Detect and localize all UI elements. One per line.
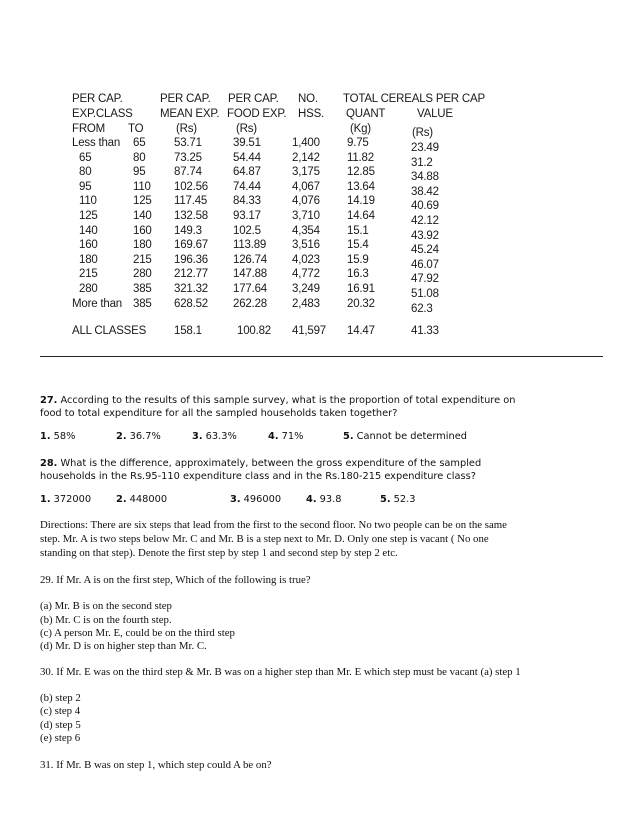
- q28-option-text: 448000: [129, 494, 168, 505]
- cell-to: 385: [133, 297, 152, 310]
- q28-option-text: 93.8: [319, 494, 342, 505]
- q28-number: 28.: [40, 458, 58, 469]
- q28-option-5: [380, 494, 416, 505]
- cell-hss: 4,354: [292, 224, 320, 237]
- q27-line1: [40, 395, 515, 406]
- q28-text-line2: households in the Rs.95-110 expenditure class and in the Rs.180-215 expenditure class?: [40, 471, 476, 482]
- cell-value: 47.92: [411, 273, 439, 286]
- q27-option-text: 36.7%: [129, 431, 161, 442]
- q30-option-c: (c) step 4: [40, 705, 81, 717]
- cell-food: 177.64: [233, 283, 267, 295]
- q28-option-3: [230, 494, 281, 505]
- q28-option-number: 4.: [306, 494, 317, 505]
- q30-option-e: (e) step 6: [40, 732, 81, 744]
- q27-option-text: Cannot be determined: [356, 431, 467, 442]
- cell-from: 280: [79, 283, 98, 295]
- q28-option-number: 1.: [40, 494, 51, 505]
- cell-hss: 4,023: [292, 253, 320, 266]
- directions-line3: standing on that step). Denote the first step by step 1 and second step by step 2 etc.: [40, 547, 398, 559]
- header-from: FROM: [72, 123, 106, 135]
- cell-food: 84.33: [233, 195, 261, 208]
- cell-from: 95: [79, 180, 92, 193]
- total-mean-exp: 158.1: [174, 325, 202, 337]
- header-value: VALUE: [417, 108, 453, 120]
- cell-value: 62.3: [411, 302, 433, 315]
- cell-hss: 3,516: [292, 239, 320, 252]
- cell-to: 65: [133, 137, 146, 149]
- cell-mean: 196.36: [174, 253, 208, 266]
- q28-option-2: [116, 494, 167, 505]
- q28-option-1: [40, 494, 91, 505]
- cell-mean: 102.56: [174, 180, 208, 193]
- header-value-unit: (Rs): [412, 127, 433, 139]
- q27-option-3: [192, 431, 237, 442]
- q28-option-text: 372000: [53, 494, 92, 505]
- directions-line2: step. Mr. A is two steps below Mr. C and Mr. B is a step next to Mr. D. Only one step is vacant ( No one: [40, 533, 489, 545]
- q30-option-d: (d) step 5: [40, 719, 81, 731]
- cell-hss: 2,483: [292, 297, 320, 310]
- q28-option-number: 5.: [380, 494, 391, 505]
- cell-food: 74.44: [233, 180, 261, 193]
- q27-option-number: 3.: [192, 431, 203, 442]
- cell-value: 42.12: [411, 215, 439, 227]
- total-quant: 14.47: [347, 325, 375, 337]
- q29-option-d: (d) Mr. D is on higher step than Mr. C.: [40, 640, 207, 652]
- cell-to: 80: [133, 151, 146, 164]
- q27-option-1: [40, 431, 75, 442]
- header-exp-class-line1: PER CAP.: [72, 93, 123, 105]
- cell-mean: 132.58: [174, 210, 208, 222]
- q28-option-number: 2.: [116, 494, 127, 505]
- cell-quant: 15.9: [347, 253, 369, 266]
- q27-option-text: 71%: [281, 431, 304, 442]
- cell-value: 38.42: [411, 185, 439, 198]
- cell-quant: 9.75: [347, 137, 369, 149]
- header-food-exp-line1: PER CAP.: [228, 93, 279, 105]
- header-food-exp-line2: FOOD EXP.: [227, 108, 287, 120]
- cell-quant: 13.64: [347, 180, 375, 193]
- cell-value: 45.24: [411, 244, 439, 257]
- q30-text: 30. If Mr. E was on the third step & Mr. B was on a higher step than Mr. E which step must be vacant (a) step 1: [40, 666, 521, 678]
- cell-quant: 11.82: [347, 151, 374, 164]
- cell-mean: 53.71: [174, 137, 202, 149]
- q27-option-number: 2.: [116, 431, 127, 442]
- q27-option-2: [116, 431, 161, 442]
- header-hss-line2: HSS.: [298, 108, 325, 120]
- header-cereals: TOTAL CEREALS PER CAP: [343, 93, 485, 105]
- cell-hss: 3,710: [292, 210, 320, 222]
- header-to: TO: [128, 123, 144, 135]
- header-food-exp-unit: (Rs): [236, 123, 257, 135]
- cell-mean: 149.3: [174, 224, 202, 237]
- cell-to: 180: [133, 239, 152, 252]
- q28-line1: [40, 458, 481, 469]
- cell-value: 31.2: [411, 156, 433, 169]
- cell-quant: 15.1: [347, 224, 369, 237]
- cell-mean: 73.25: [174, 151, 202, 164]
- cell-to: 215: [133, 253, 152, 266]
- cell-hss: 4,076: [292, 195, 320, 208]
- cell-from: 65: [79, 151, 92, 164]
- cell-hss: 3,249: [292, 283, 320, 295]
- cell-to: 95: [133, 166, 146, 179]
- cell-food: 102.5: [233, 224, 261, 237]
- q29-option-c: (c) A person Mr. E, could be on the third step: [40, 627, 235, 639]
- cell-from: 215: [79, 268, 98, 281]
- cell-mean: 321.32: [174, 283, 208, 295]
- cell-food: 39.51: [233, 137, 261, 149]
- cell-value: 40.69: [411, 200, 439, 213]
- cell-mean: 87.74: [174, 166, 202, 179]
- q29-option-b: (b) Mr. C is on the fourth step.: [40, 614, 172, 626]
- q27-option-number: 5.: [343, 431, 354, 442]
- cell-food: 113.89: [233, 239, 267, 252]
- cell-mean: 212.77: [174, 268, 208, 281]
- cell-food: 64.87: [233, 166, 261, 179]
- q28-option-text: 52.3: [393, 494, 416, 505]
- q27-option-5: [343, 431, 467, 442]
- total-hss: 41,597: [292, 325, 326, 337]
- total-food-exp: 100.82: [237, 325, 271, 337]
- header-exp-class-line2: EXP.CLASS: [72, 108, 133, 120]
- q28-option-4: [306, 494, 342, 505]
- cell-hss: 4,067: [292, 180, 320, 193]
- q27-option-number: 4.: [268, 431, 279, 442]
- header-mean-exp-line2: MEAN EXP.: [160, 108, 220, 120]
- cell-to: 280: [133, 268, 152, 281]
- q30-option-b: (b) step 2: [40, 692, 81, 704]
- cell-to: 160: [133, 224, 152, 237]
- cell-hss: 1,400: [292, 137, 320, 149]
- q27-option-number: 1.: [40, 431, 51, 442]
- cell-from: 80: [79, 166, 92, 179]
- cell-quant: 20.32: [347, 297, 375, 310]
- total-value: 41.33: [411, 325, 439, 337]
- cell-value: 23.49: [411, 142, 439, 154]
- section-divider: [40, 356, 603, 357]
- total-label: ALL CLASSES: [72, 325, 147, 337]
- cell-food: 93.17: [233, 210, 261, 222]
- q28-option-number: 3.: [230, 494, 241, 505]
- q27-option-text: 63.3%: [205, 431, 237, 442]
- cell-to: 110: [133, 180, 151, 193]
- cell-to: 385: [133, 283, 152, 295]
- cell-from: More than: [72, 297, 122, 310]
- header-quant-unit: (Kg): [350, 123, 371, 135]
- cell-from: 160: [79, 239, 98, 252]
- cell-quant: 14.64: [347, 210, 375, 222]
- cell-value: 46.07: [411, 258, 439, 271]
- cell-from: 180: [79, 253, 98, 266]
- cell-from: Less than: [72, 137, 121, 149]
- cell-value: 43.92: [411, 229, 439, 242]
- cell-to: 140: [133, 210, 152, 222]
- cell-food: 126.74: [233, 253, 267, 266]
- q27-option-text: 58%: [53, 431, 76, 442]
- cell-quant: 14.19: [347, 195, 375, 208]
- cell-hss: 4,772: [292, 268, 320, 281]
- cell-value: 51.08: [411, 288, 439, 300]
- directions-line1: Directions: There are six steps that lead from the first to the second floor. No two people can be on the same: [40, 519, 507, 531]
- q27-number: 27.: [40, 395, 58, 406]
- cell-food: 54.44: [233, 151, 261, 164]
- cell-quant: 16.3: [347, 268, 369, 281]
- cell-value: 34.88: [411, 171, 439, 184]
- cell-food: 147.88: [233, 268, 267, 281]
- cell-from: 140: [79, 224, 98, 237]
- q31-text: 31. If Mr. B was on step 1, which step could A be on?: [40, 759, 272, 771]
- header-hss-line1: NO.: [298, 93, 318, 105]
- cell-from: 110: [79, 195, 97, 208]
- cell-mean: 117.45: [174, 195, 208, 208]
- q28-option-text: 496000: [243, 494, 282, 505]
- q27-text-line1: According to the results of this sample survey, what is the proportion of total expenditure on: [60, 395, 516, 406]
- cell-hss: 3,175: [292, 166, 320, 179]
- cell-hss: 2,142: [292, 151, 320, 164]
- cell-food: 262.28: [233, 297, 267, 310]
- q29-option-a: (a) Mr. B is on the second step: [40, 600, 172, 612]
- q27-text-line2: food to total expenditure for all the sampled households taken together?: [40, 408, 398, 419]
- q29-text: 29. If Mr. A is on the first step, Which of the following is true?: [40, 574, 311, 586]
- header-mean-exp-line1: PER CAP.: [160, 93, 211, 105]
- q28-text-line1: What is the difference, approximately, between the gross expenditure of the sampled: [60, 458, 482, 469]
- header-mean-exp-unit: (Rs): [176, 123, 197, 135]
- cell-quant: 16.91: [347, 283, 375, 295]
- cell-mean: 628.52: [174, 297, 208, 310]
- header-quant: QUANT: [346, 108, 386, 120]
- cell-quant: 15.4: [347, 239, 369, 252]
- q27-option-4: [268, 431, 303, 442]
- cell-mean: 169.67: [174, 239, 208, 252]
- cell-from: 125: [79, 210, 98, 222]
- cell-to: 125: [133, 195, 152, 208]
- cell-quant: 12.85: [347, 166, 375, 179]
